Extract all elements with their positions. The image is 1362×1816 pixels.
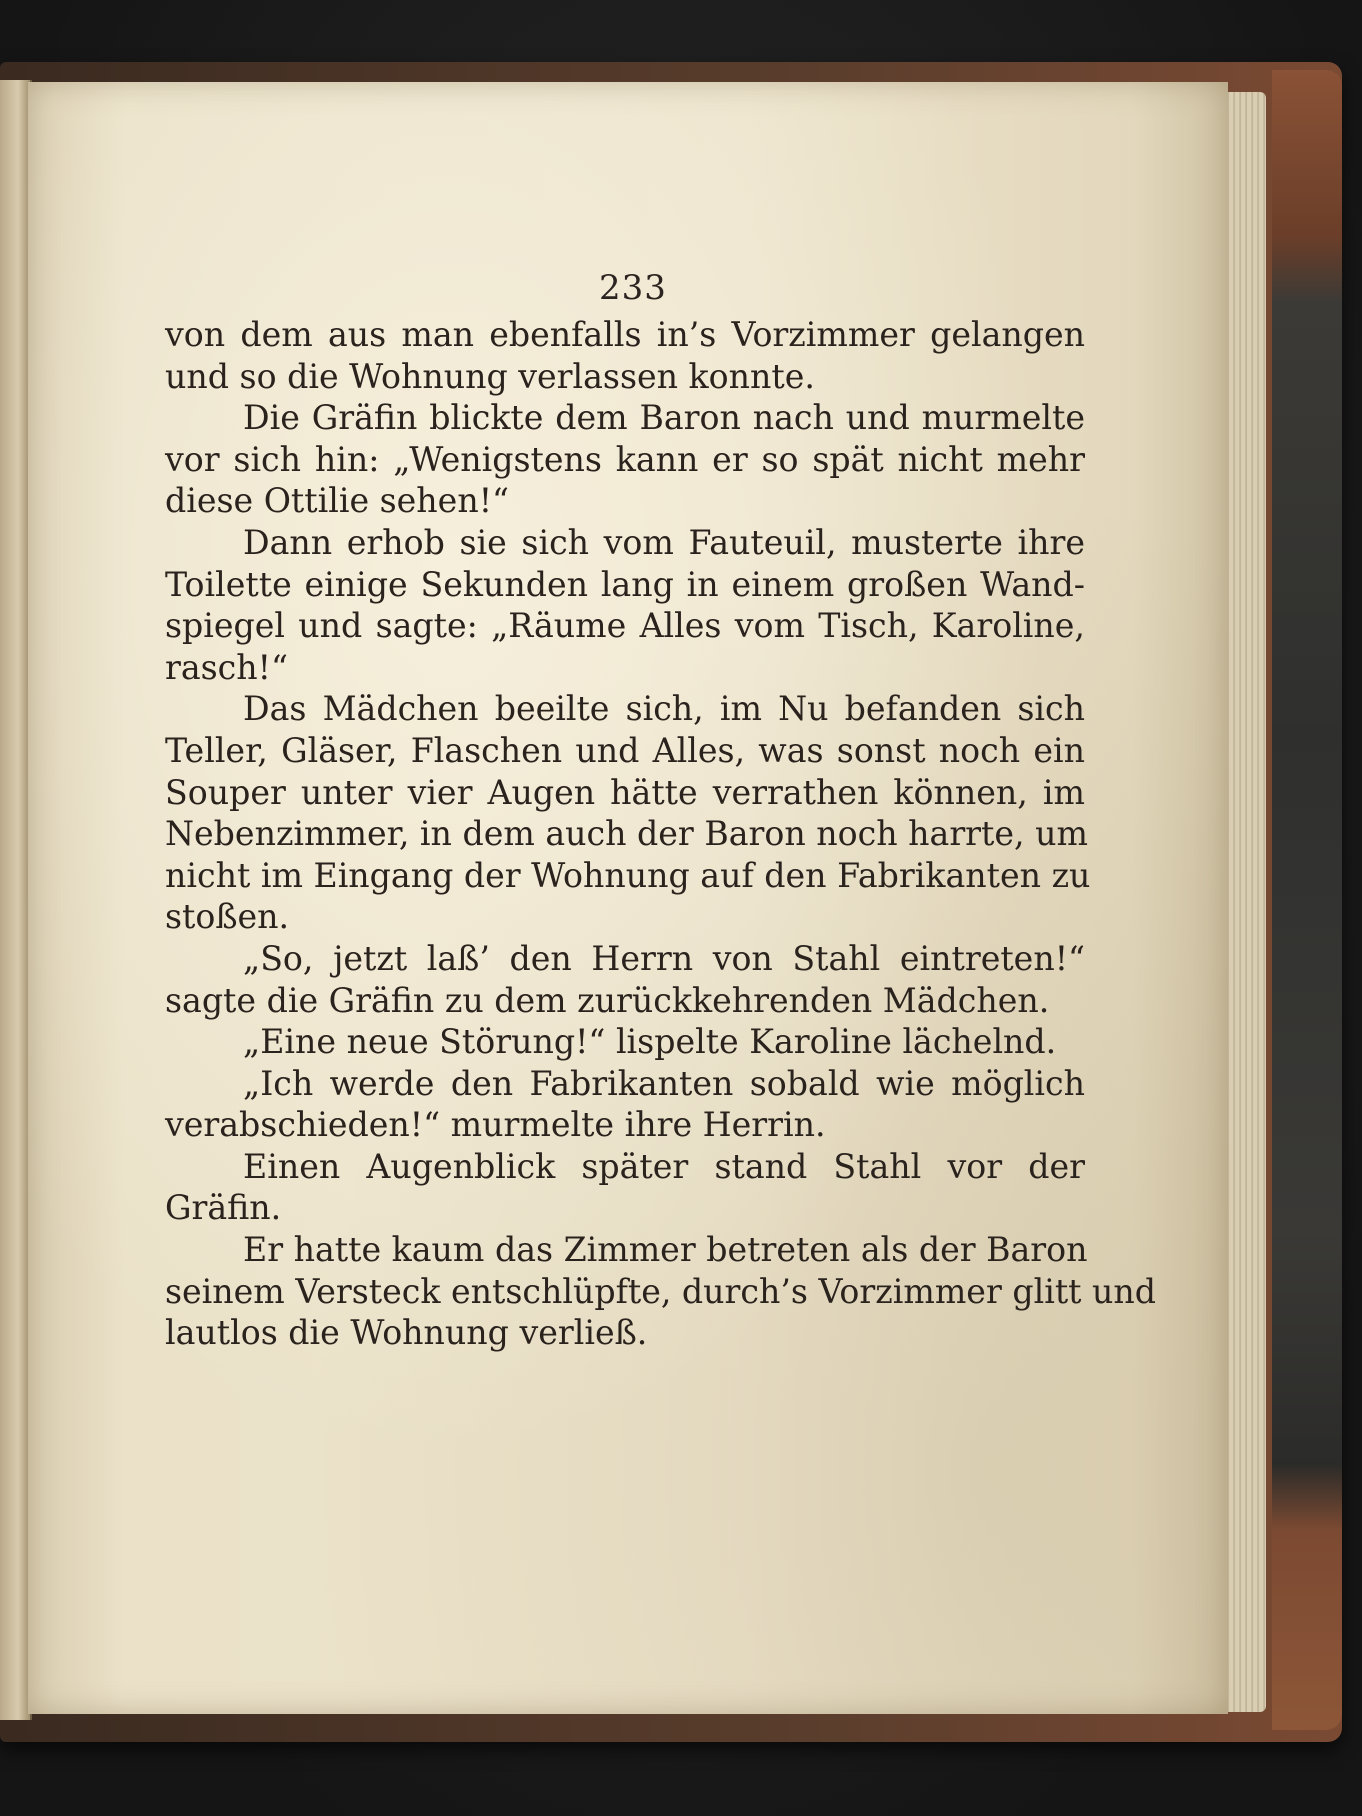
text-line: lautlos die Wohnung verließ.: [165, 1313, 648, 1353]
text-line: Er hatte kaum das Zimmer betreten als der Baron: [243, 1230, 1088, 1270]
text-line: Die Gräfin blickte dem Baron nach und murmelte: [243, 398, 1085, 438]
text-line: Teller, Gläser, Flaschen und Alles, was sonst noch ein: [165, 730, 1085, 770]
text-line: rasch!“: [165, 647, 288, 687]
text-line: von dem aus man ebenfalls in’s Vorzimmer gelangen: [165, 315, 1085, 354]
text-line: Einen Augenblick später stand Stahl vor der: [243, 1146, 1085, 1186]
text-line: seinem Versteck entschlüpfte, durch’s Vorzimmer glitt und: [165, 1271, 1157, 1311]
page-number: 233: [599, 268, 667, 308]
text-line: Gräfin.: [165, 1188, 282, 1228]
text-line: „Eine neue Störung!“ lispelte Karoline lächelnd.: [243, 1022, 1057, 1062]
book-binding-edge: [1272, 70, 1342, 1730]
text-line: sagte die Gräfin zu dem zurückkehrenden Mädchen.: [165, 980, 1050, 1020]
text-line: vor sich hin: „Wenigstens kann er so spät nicht mehr: [165, 439, 1085, 479]
book-page: [28, 82, 1228, 1714]
text-line: verabschieden!“ murmelte ihre Herrin.: [165, 1105, 826, 1145]
text-line: Nebenzimmer, in dem auch der Baron noch harrte, um: [165, 814, 1088, 854]
text-line: Dann erhob sie sich vom Fauteuil, musterte ihre: [243, 522, 1085, 562]
text-line: diese Ottilie sehen!“: [165, 481, 509, 521]
page-text: [165, 314, 1157, 1354]
text-line: Toilette einige Sekunden lang in einem großen Wand-: [165, 564, 1085, 604]
text-line: und so die Wohnung verlassen konnte.: [165, 356, 815, 396]
text-line: „So, jetzt laß’ den Herrn von Stahl eintreten!“: [243, 938, 1085, 978]
text-line: „Ich werde den Fabrikanten sobald wie möglich: [243, 1063, 1085, 1103]
text-line: Souper unter vier Augen hätte verrathen können, im: [165, 772, 1085, 812]
text-line: stoßen.: [165, 897, 290, 937]
text-line: nicht im Eingang der Wohnung auf den Fabrikanten zu: [165, 855, 1091, 895]
text-line: Das Mädchen beeilte sich, im Nu befanden sich: [243, 689, 1085, 729]
text-line: spiegel und sagte: „Räume Alles vom Tisch, Karoline,: [165, 606, 1085, 646]
